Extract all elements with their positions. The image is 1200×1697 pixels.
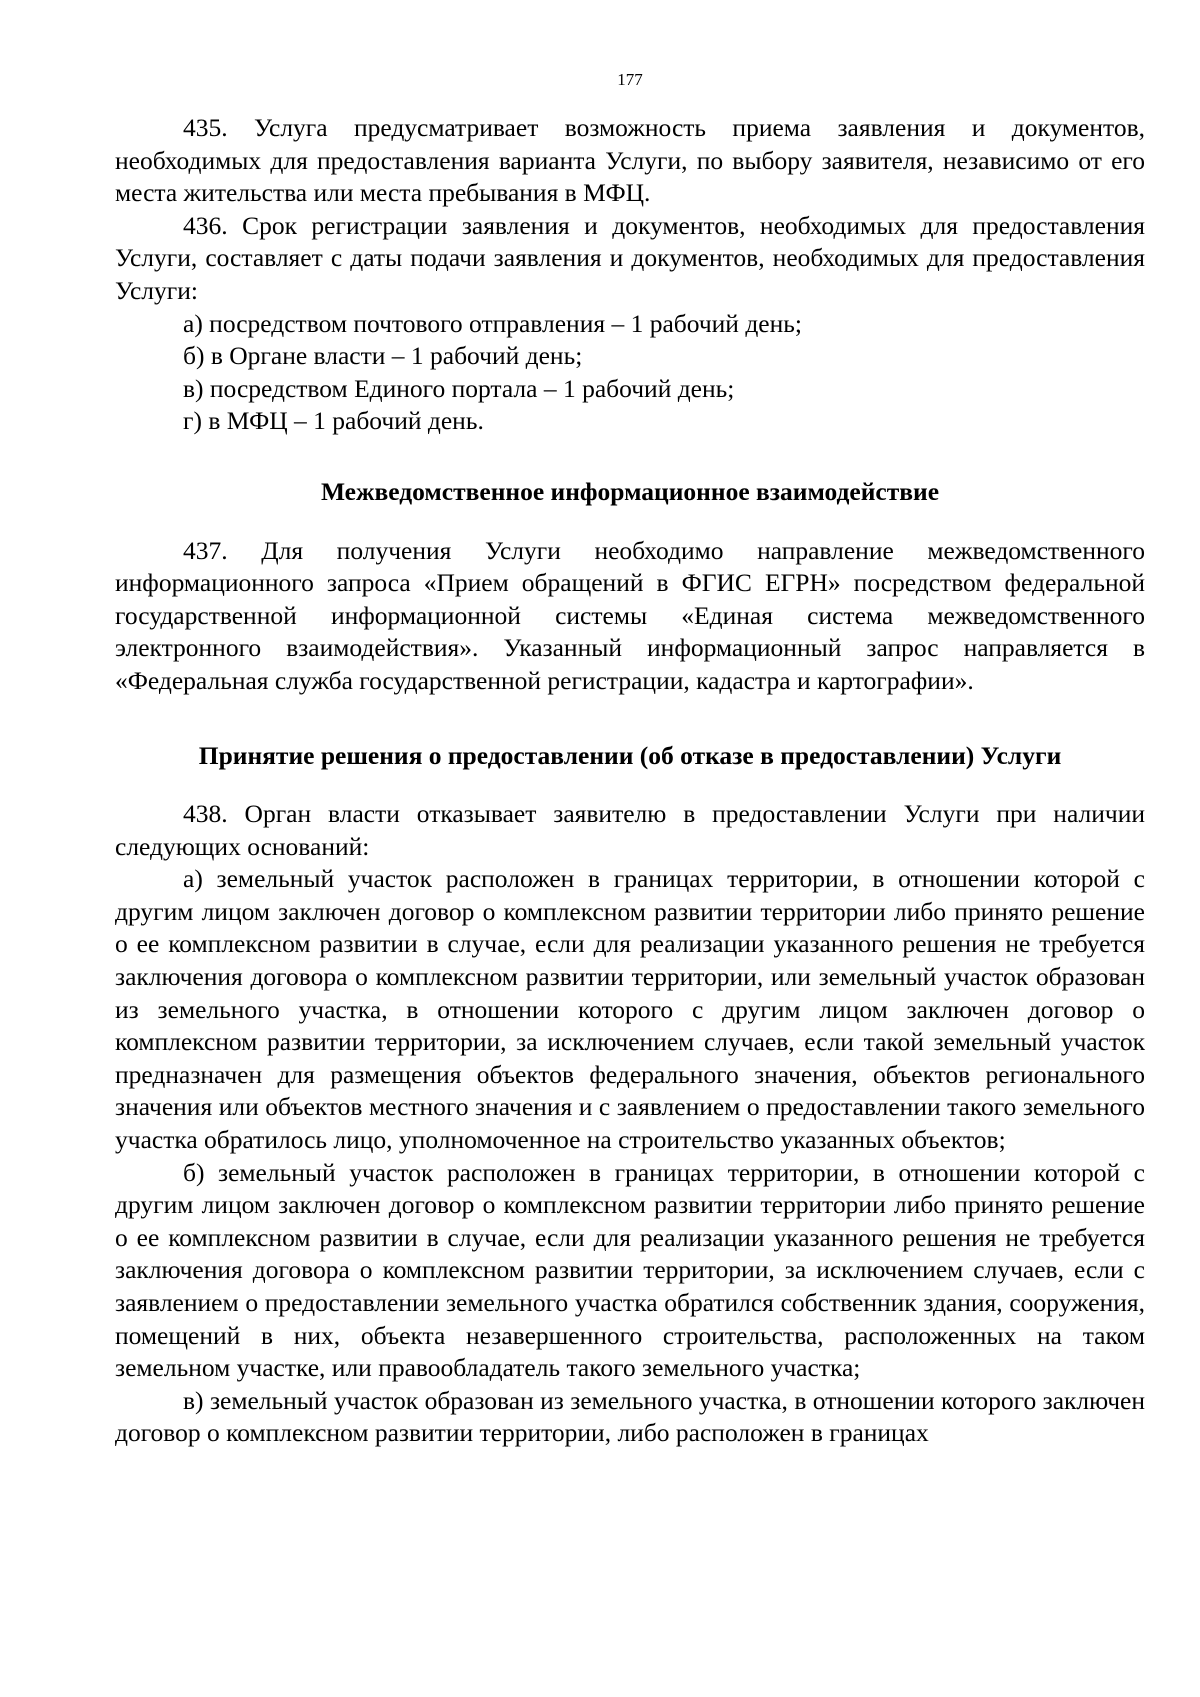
page-number: 177	[617, 70, 643, 89]
heading-spacer	[115, 772, 1145, 798]
section-spacer	[115, 698, 1145, 740]
list-item-436-v: в) посредством Единого портала – 1 рабочий день;	[183, 373, 735, 403]
list-item-438-a: а) земельный участок расположен в границах территории, в отношении которой с другим лицом заключен договор о комплексном развитии территории либо принято решение о ее комплексном развитии в случае, если для реализации указанного решения не требуется заключения договора о комплексном развитии территории, или земельный участок образован из земельного участка, в отношении которого с другим лицом заключен договор о комплексном развитии территории, за исключением случаев, если такой земельный участок предназначен для размещения объектов федерального значения, объектов регионального значения или объектов местного значения и с заявлением о предоставлении такого земельного участка обратилось лицо, уполномоченное на строительство указанных объектов;	[115, 864, 1145, 1155]
paragraph-437: 437. Для получения Услуги необходимо направление межведомственного информационного запроса «Прием обращений в ФГИС ЕГРН» посредством федеральной государственной информационной системы «Единая система межведомственного электронного взаимодействия». Указанный информационный запрос направляется в «Федеральная служба государственной регистрации, кадастра и картографии».	[115, 535, 1145, 695]
section-heading-interagency: Межведомственное информационное взаимодействие	[320, 476, 940, 506]
heading-spacer	[115, 509, 1145, 535]
document-body	[115, 112, 1145, 1450]
paragraph-436: 436. Срок регистрации заявления и документов, необходимых для предоставления Услуги, составляет с даты подачи заявления и документов, необходимых для предоставления Услуги:	[115, 210, 1145, 305]
list-item-438-v: в) земельный участок образован из земельного участка, в отношении которого заключен договор о комплексном развитии территории, либо расположен в границах	[115, 1385, 1145, 1448]
section-heading-decision: Принятие решения о предоставлении (об отказе в предоставлении) Услуги	[198, 740, 1062, 770]
list-item-436-b: б) в Органе власти – 1 рабочий день;	[183, 341, 583, 371]
paragraph-438: 438. Орган власти отказывает заявителю в предоставлении Услуги при наличии следующих оснований:	[115, 799, 1145, 861]
list-item-438-b: б) земельный участок расположен в границах территории, в отношении которой с другим лицом заключен договор о комплексном развитии территории либо принято решение о ее комплексном развитии в случае, если для реализации указанного решения не требуется заключения договора о комплексном развитии территории, за исключением случаев, если с заявлением о предоставлении земельного участка обратился собственник здания, сооружения, помещений в них, объекта незавершенного строительства, расположенных на таком земельном участке, или правообладатель такого земельного участка;	[115, 1157, 1145, 1383]
paragraph-435: 435. Услуга предусматривает возможность приема заявления и документов, необходимых для предоставления варианта Услуги, по выбору заявителя, независимо от его места жительства или места пребывания в МФЦ.	[115, 113, 1145, 208]
list-item-436-a: а) посредством почтового отправления – 1 рабочий день;	[183, 308, 802, 338]
list-item-436-g: г) в МФЦ – 1 рабочий день.	[183, 406, 484, 436]
section-spacer	[115, 438, 1145, 476]
